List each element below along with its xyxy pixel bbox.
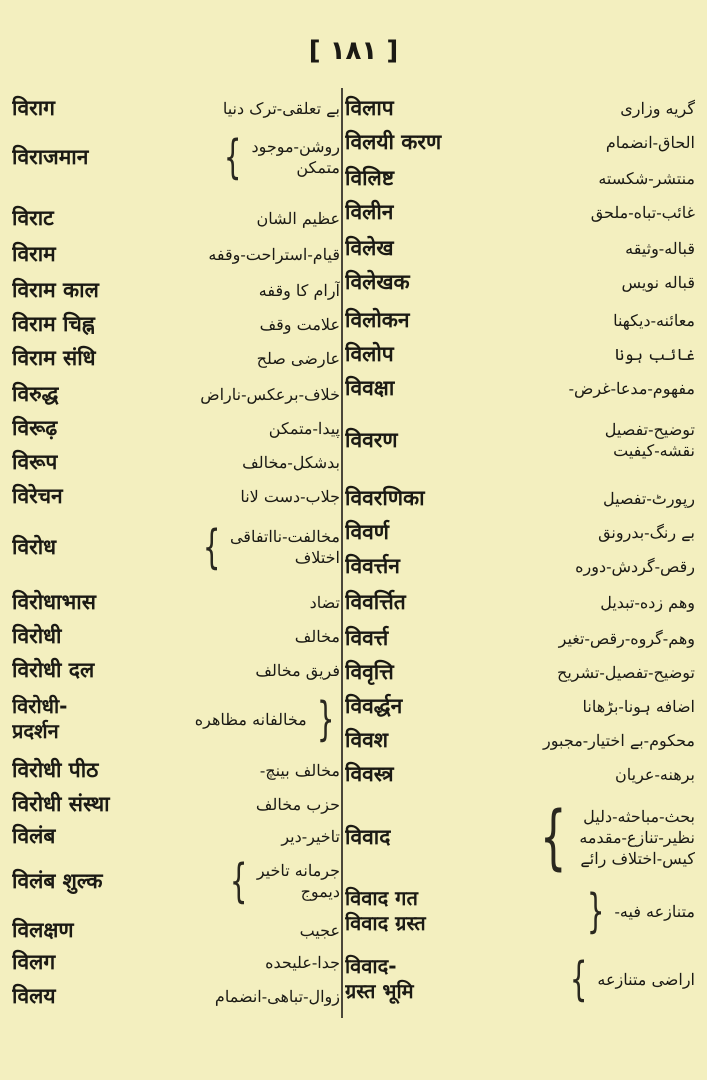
gloss: منتشر-شکسته <box>598 168 695 188</box>
headword: विवरणिका <box>345 486 425 510</box>
headword: विलोप <box>345 342 394 366</box>
dictionary-entry <box>12 656 340 684</box>
dictionary-entry <box>345 760 695 788</box>
headword: विरोधाभास <box>12 590 96 614</box>
headword: विरोधी <box>12 624 62 648</box>
dictionary-entry <box>345 796 695 878</box>
headword: विवर्द्धन <box>345 694 403 718</box>
gloss: وهم زده-تبدیل <box>600 592 695 612</box>
headword: विलयी करण <box>345 130 442 154</box>
gloss: عارضی صلح <box>256 348 340 368</box>
left-column <box>12 86 340 1032</box>
brace-icon: { <box>539 796 567 878</box>
dictionary-entry <box>345 886 695 936</box>
dictionary-entry <box>12 204 340 232</box>
headword: विवर्त्तित <box>345 590 406 614</box>
headword: विराम <box>12 242 56 266</box>
dictionary-entry <box>12 520 340 574</box>
dictionary-entry <box>345 518 695 546</box>
gloss: مخالف <box>294 626 340 646</box>
dictionary-entry <box>12 916 340 944</box>
headword: विलोकन <box>345 308 410 332</box>
gloss: خلاف-برعکس-ناراض <box>200 384 340 404</box>
dictionary-entry <box>12 854 340 908</box>
gloss: رپورٹ-تفصیل <box>602 488 695 508</box>
gloss: مخالفانه مظاهره <box>194 709 307 729</box>
headword: विलय <box>12 984 56 1008</box>
headword: विरोध <box>12 535 57 559</box>
headword: विवर्त्त <box>345 626 389 650</box>
dictionary-entry <box>12 344 340 372</box>
gloss: توضیح-تفصیل-تشریح <box>557 662 695 682</box>
dictionary-entry <box>12 790 340 818</box>
gloss: غائب ہونا <box>614 344 695 364</box>
dictionary-entry <box>12 756 340 784</box>
gloss: قباله-وثیقه <box>625 238 695 258</box>
headword: विरूढ़ <box>12 416 58 440</box>
gloss-line: متمکن <box>296 158 340 177</box>
headword-line: विवाद ग्रस्त <box>345 911 426 935</box>
dictionary-entry <box>345 658 695 686</box>
gloss: بدشکل-مخالف <box>242 452 340 472</box>
gloss: بے تعلقی-ترک دنیا <box>222 98 340 118</box>
headword: विवर्ण <box>345 520 389 544</box>
headword: विवश <box>345 728 389 752</box>
headword: विलिष्ट <box>345 166 395 190</box>
dictionary-entry <box>12 588 340 616</box>
gloss: فریق مخالف <box>255 660 340 680</box>
headword: विलाप <box>345 96 394 120</box>
dictionary-entry <box>345 588 695 616</box>
gloss-line: نقشه-کیفیت <box>613 441 695 460</box>
page-number: [ ١٨١ ] <box>308 36 399 66</box>
headword: विलग <box>12 950 56 974</box>
headword: विरूप <box>12 450 58 474</box>
headword: विराम काल <box>12 278 99 302</box>
dictionary-entry <box>345 692 695 720</box>
dictionary-entry <box>345 552 695 580</box>
gloss: عجیب <box>299 920 340 940</box>
right-column <box>345 86 695 1032</box>
gloss: بے رنگ-بدرونق <box>598 522 695 542</box>
gloss-line: مخالفت-نااتفاقی <box>229 527 340 546</box>
headword: विराजमान <box>12 145 89 169</box>
dictionary-entry <box>345 374 695 402</box>
dictionary-entry <box>12 310 340 338</box>
dictionary-entry <box>12 694 340 744</box>
gloss: تاخیر-دیر <box>281 826 340 846</box>
dictionary-entry <box>345 306 695 334</box>
dictionary-entry <box>345 726 695 754</box>
headword: विराग <box>12 96 55 120</box>
gloss: قیام-استراحت-وقفه <box>208 244 340 264</box>
gloss: قباله نویس <box>621 272 695 292</box>
dictionary-entry <box>12 822 340 850</box>
gloss: رقص-گردش-دوره <box>575 556 695 576</box>
gloss: علامت وقف <box>259 314 340 334</box>
gloss: برهنه-عریان <box>615 764 695 784</box>
gloss: پیدا-متمکن <box>268 418 340 438</box>
headword: विलंब <box>12 824 56 848</box>
gloss: آرام کا وقفه <box>258 280 340 300</box>
dictionary-entry <box>345 420 695 460</box>
headword: विराम संधि <box>12 346 96 370</box>
gloss: حزب مخالف <box>255 794 340 814</box>
headword-line: ग्रस्त भूमि <box>345 979 414 1003</box>
gloss: مخالف بینچ- <box>259 760 340 780</box>
headword: विराट <box>12 206 54 230</box>
gloss: عظیم الشان <box>256 208 340 228</box>
headword: विलीन <box>345 200 394 224</box>
gloss: مفهوم-مدعا-غرض- <box>568 378 695 398</box>
gloss: متنازعه فیه- <box>614 901 695 921</box>
gloss: تضاد <box>309 592 340 612</box>
dictionary-entry <box>12 414 340 442</box>
headword: विवृत्ति <box>345 660 394 684</box>
gloss: جلاب-دست لانا <box>240 486 340 506</box>
gloss: وهم-گروه-رقص-تغیر <box>558 628 695 648</box>
dictionary-entry <box>345 624 695 652</box>
gloss-line: نظیر-تنازع-مقدمه <box>579 827 695 847</box>
headword: विराम चिह्न <box>12 312 95 336</box>
gloss: زوال-تباهی-انضمام <box>214 986 340 1006</box>
headword: विवाद <box>345 825 391 849</box>
dictionary-entry <box>12 948 340 976</box>
dictionary-entry <box>345 164 695 192</box>
brace-icon: } <box>587 884 605 938</box>
gloss: جدا-علیحده <box>265 952 340 972</box>
dictionary-entry <box>12 94 340 122</box>
headword: विरुद्ध <box>12 382 59 406</box>
headword <box>345 954 414 1004</box>
headword: विलेख <box>345 236 394 260</box>
headword <box>12 694 67 744</box>
gloss-line: دیموج <box>300 882 340 901</box>
brace-icon: { <box>224 130 242 184</box>
gloss: الحاق-انضمام <box>605 132 695 152</box>
brace-icon: { <box>202 520 221 574</box>
gloss-line: کیس-اختلاف رائے <box>580 848 695 868</box>
headword: विवरण <box>345 428 398 452</box>
headword: विरोधी पीठ <box>12 758 99 782</box>
dictionary-entry <box>12 622 340 650</box>
dictionary-entry <box>12 448 340 476</box>
brace-icon: { <box>229 854 247 908</box>
headword: विरोधी दल <box>12 658 95 682</box>
headword-line: प्रदर्शन <box>12 719 59 743</box>
headword: विवर्त्तन <box>345 554 400 578</box>
dictionary-entry <box>345 484 695 512</box>
dictionary-entry <box>345 954 695 1004</box>
headword: विलंब शुल्क <box>12 869 103 893</box>
dictionary-entry <box>345 340 695 368</box>
dictionary-entry <box>12 276 340 304</box>
gloss: اضافه ہونا-بڑھانا <box>582 696 695 716</box>
dictionary-entry <box>345 128 695 156</box>
brace-icon: { <box>569 952 588 1006</box>
gloss-line: اختلاف <box>294 548 340 567</box>
headword: विलक्षण <box>12 918 74 942</box>
headword-line: विवाद गत <box>345 886 418 910</box>
dictionary-entry <box>12 130 340 184</box>
headword-line: विरोधी- <box>12 694 68 718</box>
gloss: محکوم-بے اختیار-مجبور <box>543 730 695 750</box>
dictionary-entry <box>12 240 340 268</box>
dictionary-entry <box>345 94 695 122</box>
headword: विवस्त्र <box>345 762 394 786</box>
headword: विवक्षा <box>345 376 395 400</box>
dictionary-entry <box>12 380 340 408</box>
gloss-line: توضیح-تفصیل <box>604 420 695 439</box>
gloss-line: روشن-موجود <box>251 137 340 156</box>
headword <box>345 886 426 936</box>
gloss: اراضی متنازعه <box>597 969 695 989</box>
gloss: غائب-تباه-ملحق <box>590 202 695 222</box>
dictionary-entry <box>345 268 695 296</box>
headword-line: विवाद- <box>345 954 397 978</box>
dictionary-entry <box>12 482 340 510</box>
gloss-line: بحث-مباحثه-دلیل <box>583 806 695 826</box>
column-divider <box>341 88 343 1018</box>
gloss-line: جرمانه تاخیر <box>256 861 340 880</box>
dictionary-entry <box>345 234 695 262</box>
dictionary-entry <box>12 982 340 1010</box>
gloss: معائنه-دیکھنا <box>613 310 695 330</box>
gloss: گریه وزاری <box>620 98 695 118</box>
brace-icon: } <box>316 692 335 746</box>
dictionary-entry <box>345 198 695 226</box>
headword: विरेचन <box>12 484 63 508</box>
headword: विलेखक <box>345 270 410 294</box>
headword: विरोधी संस्था <box>12 792 110 816</box>
